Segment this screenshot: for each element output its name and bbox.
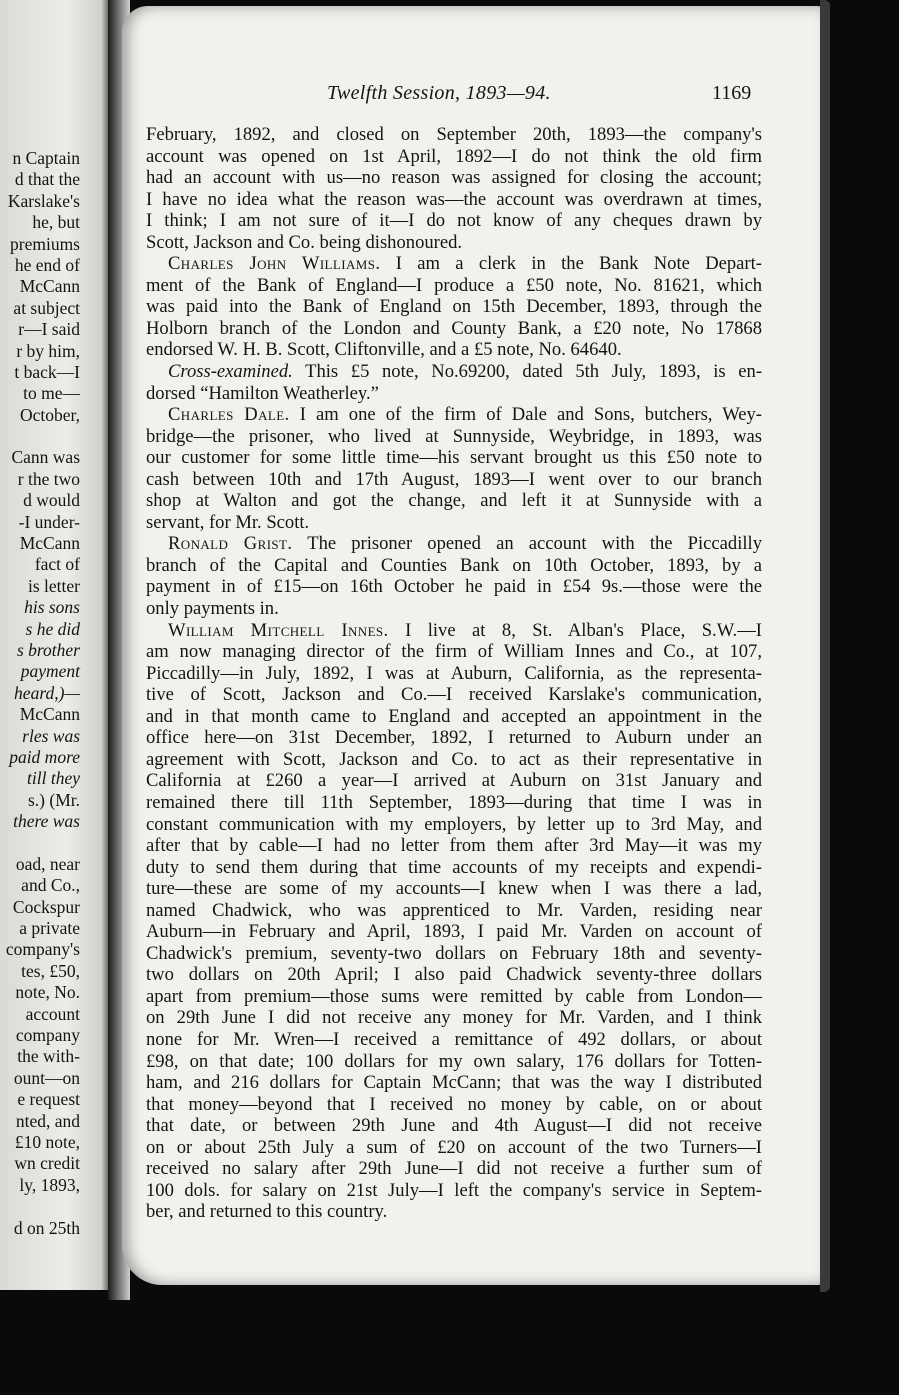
text-line: named Chadwick, who was apprenticed to Mr. Varden, residing near: [146, 899, 762, 921]
facing-page-line: d on 25th: [13, 1217, 80, 1238]
facing-page-line: rles was: [22, 725, 80, 746]
text-line: duty to send them during that time accounts of my receipts and expendi-: [146, 856, 762, 878]
facing-page-line: he, but: [32, 212, 80, 233]
facing-page-fragment: [0, 0, 110, 1290]
text-line: endorsed W. H. B. Scott, Cliftonville, and a £5 note, No. 64640.: [146, 339, 622, 361]
facing-page-line: till they: [27, 768, 80, 789]
facing-page-line: t back—I: [14, 361, 80, 382]
page-number: 1169: [712, 82, 752, 104]
facing-page-line: n Captain: [12, 148, 80, 168]
witness-name: William Mitchell Innes.: [168, 619, 389, 641]
text-line: had an account with us—no reason was assigned for closing the account;: [146, 167, 762, 189]
facing-page-line: ly, 1893,: [19, 1174, 80, 1195]
facing-page-line: is letter: [28, 575, 80, 596]
facing-page-line: Cockspur: [12, 896, 80, 917]
text-line: ham, and 216 dollars for Captain McCann; that was the way I distributed: [146, 1072, 762, 1094]
text-line: apart from premium—those sums were remitted by cable from London—: [146, 985, 762, 1007]
text-line: two dollars on 20th April; I also paid Chadwick seventy-three dollars: [146, 964, 762, 986]
text-line: that date, or between 29th June and 4th August—I did not receive: [146, 1115, 762, 1137]
text-line: payment in of £15—on 16th October he paid in £54 9s.—those were the: [146, 576, 762, 598]
facing-page-line: s brother: [16, 639, 80, 660]
facing-page-line: at subject: [13, 297, 80, 318]
running-head: Twelfth Session, 1893—94.: [327, 82, 551, 104]
text-line: Auburn—in February and April, 1893, I paid Mr. Varden on account of: [146, 921, 762, 943]
text-line: on or about 25th July a sum of £20 on account of the two Turners—I: [146, 1136, 762, 1158]
text-line: ber, and returned to this country.: [146, 1201, 388, 1223]
facing-page-line: Karslake's: [7, 190, 80, 211]
cross-examined-label: Cross-examined.: [168, 361, 293, 383]
page-edge: [820, 0, 830, 1292]
text-line: Chadwick's premium, seventy-two dollars on February 18th and seventy-: [146, 942, 762, 964]
text-line: on 29th June I did not receive any money for Mr. Varden, and I think: [146, 1007, 762, 1029]
witness-name: Ronald Grist.: [168, 533, 293, 555]
facing-page-line: -I under-: [18, 511, 80, 532]
facing-page-line: he end of: [14, 254, 80, 275]
facing-page-line: McCann: [19, 276, 80, 297]
facing-page-line: £10 note,: [14, 1131, 80, 1152]
text-line: office here—on 31st December, 1892, I returned to Auburn under an: [146, 727, 762, 749]
facing-page-line: paid more: [9, 746, 80, 767]
text-line: bridge—the prisoner, who lived at Sunnyside, Weybridge, in 1893, was: [146, 425, 762, 447]
facing-page-line: oad, near: [15, 853, 80, 874]
facing-page-line: d that the: [14, 169, 80, 190]
facing-page-line: a private: [19, 918, 80, 939]
body-text: [146, 124, 762, 1223]
text-line: and in that month came to England and accepted an appointment in the: [146, 705, 762, 727]
text-line: was paid into the Bank of England on 15th December, 1893, through the: [146, 296, 762, 318]
text-line: servant, for Mr. Scott.: [146, 511, 310, 533]
facing-page-line: his sons: [24, 597, 80, 618]
text-line: after that by cable—I had no letter from them after 3rd May—it was my: [146, 835, 762, 857]
text-line: £98, on that date; 100 dollars for my own salary, 176 dollars for Totten-: [146, 1050, 762, 1072]
text-line: ture—these are some of my accounts—I knew when I was there a lad,: [146, 878, 762, 900]
facing-page-line: s.) (Mr.: [27, 789, 80, 810]
facing-page-line: there was: [13, 811, 80, 832]
facing-page-line: tes, £50,: [21, 960, 80, 981]
facing-page-line: [0, 426, 80, 447]
facing-page-line: to me—: [23, 383, 80, 404]
facing-page-line: nted, and: [15, 1110, 80, 1131]
text-line: branch of the Capital and Counties Bank on 10th October, 1893, by a: [146, 554, 762, 576]
facing-page-line: e request: [17, 1089, 80, 1110]
facing-page-line: heard,)—: [14, 682, 80, 703]
facing-page-line: McCann: [19, 704, 80, 725]
text-line: William Mitchell Innes. I live at 8, St. Alban's Place, S.W.—I: [168, 619, 762, 641]
text-line: ment of the Bank of England—I produce a £50 note, No. 81621, which: [146, 274, 762, 296]
facing-page-line: fact of: [34, 554, 80, 575]
text-line: California at £260 a year—I arrived at Auburn on 31st January and: [146, 770, 762, 792]
facing-page-line: r—I said: [18, 319, 80, 340]
text-line: agreement with Scott, Jackson and Co. to act as their representative in: [146, 748, 762, 770]
facing-page-line: account: [25, 1003, 80, 1024]
facing-page-line: r by him,: [16, 340, 80, 361]
text-line: only payments in.: [146, 598, 279, 620]
text-line: received no salary after 29th June—I did not receive a further sum of: [146, 1158, 762, 1180]
text-line: none for Mr. Wren—I received a remittance of 492 dollars, or about: [146, 1028, 762, 1050]
facing-page-line: and Co.,: [21, 875, 80, 896]
text-line: Scott, Jackson and Co. being dishonoured.: [146, 231, 463, 253]
facing-page-line: r the two: [17, 468, 80, 489]
text-line: dorsed “Hamilton Weatherley.”: [146, 382, 379, 404]
facing-page-line: ount—on: [13, 1067, 80, 1088]
text-line: shop at Walton and got the change, and left it at Sunnyside with a: [146, 490, 762, 512]
text-line: account was opened on 1st April, 1892—I do not think the old firm: [146, 145, 762, 167]
text-line: constant communication with my employers, by letter up to 3rd May, and: [146, 813, 762, 835]
text-line: tive of Scott, Jackson and Co.—I received Karslake's communication,: [146, 684, 762, 706]
text-line: Ronald Grist. The prisoner opened an account with the Piccadilly: [168, 533, 763, 555]
facing-page-line: McCann: [19, 533, 80, 554]
facing-page-line: s he did: [25, 618, 80, 639]
text-line: I think; I am not sure of it—I do not know of any cheques drawn by: [146, 210, 762, 232]
facing-page-line: payment: [20, 661, 80, 682]
text-line: cash between 10th and 17th August, 1893—I went over to our branch: [146, 468, 762, 490]
text-line: am now managing director of the firm of William Innes and Co., at 107,: [146, 641, 762, 663]
text-line: our customer for some little time—his servant brought us this £50 note to: [146, 447, 762, 469]
facing-page-text: [0, 148, 80, 1239]
text-line: Charles Dale. I am one of the firm of Dale and Sons, butchers, Wey-: [168, 404, 763, 426]
facing-page-line: company: [15, 1025, 80, 1046]
facing-page-line: Cann was: [11, 447, 80, 468]
text-line: Charles John Williams. I am a clerk in the Bank Note Depart-: [168, 253, 762, 275]
facing-page-line: d would: [23, 490, 80, 511]
text-line: February, 1892, and closed on September 20th, 1893—the company's: [146, 124, 762, 145]
text-line: Cross-examined. This £5 note, No.69200, dated 5th July, 1893, is en-: [168, 361, 763, 383]
text-line: Holborn branch of the London and County Bank, a £20 note, No 17868: [146, 317, 762, 339]
text-line: I have no idea what the reason was—the account was overdrawn at times,: [146, 188, 762, 210]
facing-page-line: note, No.: [15, 982, 80, 1003]
document-page: [122, 6, 822, 1285]
facing-page-line: the with-: [17, 1046, 80, 1067]
facing-page-line: [0, 1196, 80, 1217]
witness-name: Charles John Williams.: [168, 253, 381, 275]
text-line: Piccadilly—in July, 1892, I was at Auburn, California, as the representa-: [146, 662, 762, 684]
facing-page-line: wn credit: [14, 1153, 80, 1174]
facing-page-line: October,: [19, 404, 80, 425]
text-line: remained there till 11th September, 1893—during that time I was in: [146, 791, 762, 813]
facing-page-line: [0, 833, 80, 854]
facing-page-line: premiums: [10, 233, 80, 254]
text-line: that money—beyond that I received no money by cable, on or about: [146, 1093, 762, 1115]
facing-page-line: company's: [5, 939, 80, 960]
witness-name: Charles Dale.: [168, 404, 290, 426]
text-line: 100 dols. for salary on 21st July—I left the company's service in Septem-: [146, 1179, 762, 1201]
